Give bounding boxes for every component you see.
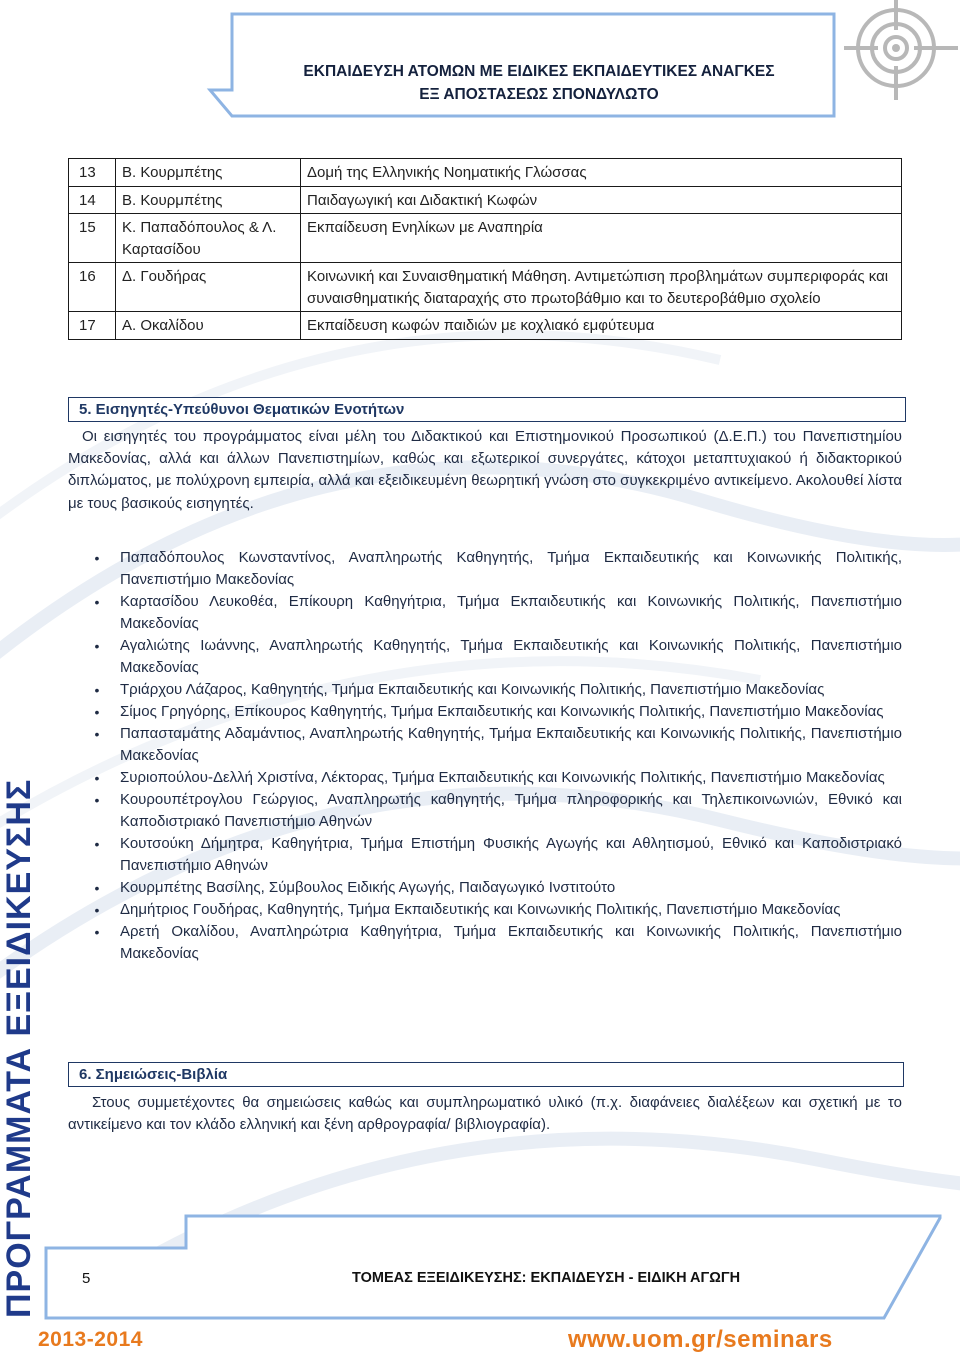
list-item [92, 723, 902, 767]
bullet-icon: • [94, 880, 100, 896]
footer-url[interactable]: www.uom.gr/seminars [568, 1326, 833, 1353]
course-number: 16 [69, 263, 116, 312]
lecturer-entry: Παπαδόπουλος Κωνσταντίνος, Αναπληρωτής Καθηγητής, Τμήμα Εκπαιδευτικής και Κοινωνικής Πολιτικής, Πανεπιστήμιο Μακεδονίας [120, 549, 902, 588]
section-5-paragraph: Οι εισηγητές του προγράμματος είναι μέλη του Διδακτικού και Επιστημονικού Προσωπικού (Δ.Ε.Π.) του Πανεπιστημίου Μακεδονίας, αλλά και άλλων Πανεπιστημίων, καθώς και εξωτερικοί συνεργάτες, κάτοχοι μεταπτυχιακού ή διδακτορικού διπλώματος, με πολύχρονη εμπειρία, αλλά και εξειδικευμένη θεωρητική γνώση στο συγκεκριμένο αντικείμενο. Ακολουθεί λίστα με τους βασικούς εισηγητές. [68, 428, 902, 512]
list-item [92, 833, 902, 877]
bullet-icon: • [94, 726, 100, 742]
table-row [69, 214, 902, 263]
course-title: Εκπαίδευση Ενηλίκων με Αναπηρία [301, 214, 902, 263]
lecturer-entry: Παπασταμάτης Αδαμάντιος, Αναπληρωτής Καθηγητής, Τμήμα Εκπαιδευτικής και Κοινωνικής Πολιτικής, Πανεπιστήμιο Μακεδονίας [120, 725, 902, 764]
list-item [92, 591, 902, 635]
course-number: 14 [69, 186, 116, 214]
course-instructor: Α. Οκαλίδου [116, 312, 301, 340]
lecturer-entry: Καρτασίδου Λευκοθέα, Επίκουρη Καθηγήτρια, Τμήμα Εκπαιδευτικής και Κοινωνικής Πολιτικής, Πανεπιστήμιο Μακεδονίας [120, 593, 902, 632]
lecturer-entry: Κουρμπέτης Βασίλης, Σύμβουλος Ειδικής Αγωγής, Παιδαγωγικό Ινστιτούτο [120, 879, 616, 896]
list-item [92, 899, 902, 921]
list-item [92, 877, 902, 899]
list-item [92, 547, 902, 591]
bullet-icon: • [94, 924, 100, 940]
course-number: 15 [69, 214, 116, 263]
bullet-icon: • [94, 682, 100, 698]
bullet-icon: • [94, 594, 100, 610]
course-title: Δομή της Ελληνικής Νοηματικής Γλώσσας [301, 159, 902, 187]
list-item [92, 767, 902, 789]
lecturer-entry: Δημήτριος Γουδήρας, Καθηγητής, Τμήμα Εκπαιδευτικής και Κοινωνικής Πολιτικής, Πανεπιστήμιο Μακεδονίας [120, 901, 841, 918]
table-row [69, 159, 902, 187]
courses-table [68, 158, 902, 340]
lecturer-entry: Αρετή Οκαλίδου, Αναπληρώτρια Καθηγήτρια, Τμήμα Εκπαιδευτικής και Κοινωνικής Πολιτικής, Πανεπιστήμιο Μακεδονίας [120, 923, 902, 962]
target-logo-icon [840, 0, 960, 130]
table-row [69, 186, 902, 214]
section-6-paragraph: Στους συμμετέχοντες θα σημειώσεις καθώς και συμπληρωματικό υλικό (π.χ. διαφάνειες διαλέξεων και σχετική με το αντικείμενο και τον κλάδο ελληνική και ξένη αρθρογραφία/ βιβλιογραφία). [68, 1094, 902, 1134]
bullet-icon: • [94, 836, 100, 852]
course-number: 13 [69, 159, 116, 187]
section-5-heading: 5. Εισηγητές-Υπεύθυνοι Θεματικών Ενοτήτων [68, 397, 906, 422]
footer-sector: ΤΟΜΕΑΣ ΕΞΕΙΔΙΚΕΥΣΗΣ: ΕΚΠΑΙΔΕΥΣΗ - ΕΙΔΙΚΗ ΑΓΩΓΗ [352, 1270, 741, 1286]
lecturers-list [92, 547, 902, 965]
list-item [92, 679, 902, 701]
lecturer-entry: Κουρουπέτρογλου Γεώργιος, Αναπληρωτής καθηγητής, Τμήμα πληροφορικής και Τηλεπικοινωνιών, Εθνικό και Καποδιστριακό Πανεπιστήμιο Αθηνών [120, 791, 902, 830]
lecturer-entry: Κουτσούκη Δήμητρα, Καθηγήτρια, Τμήμα Επιστήμη Φυσικής Αγωγής και Αθλητισμού, Εθνικό και Καποδιστριακό Πανεπιστήμιο Αθηνών [120, 835, 902, 874]
page-number: 5 [82, 1270, 91, 1287]
lecturer-entry: Τριάρχου Λάζαρος, Καθηγητής, Τμήμα Εκπαιδευτικής και Κοινωνικής Πολιτικής, Πανεπιστήμιο Μακεδονίας [120, 681, 825, 698]
course-instructor: Δ. Γουδήρας [116, 263, 301, 312]
lecturer-entry: Σίμος Γρηγόρης, Επίκουρος Καθηγητής, Τμήμα Εκπαιδευτικής και Κοινωνικής Πολιτικής, Πανεπιστήμιο Μακεδονίας [120, 703, 884, 720]
header-line-2: ΕΞ ΑΠΟΣΤΑΣΕΩΣ ΣΠΟΝΔΥΛΩΤΟ [419, 86, 659, 103]
list-item [92, 921, 902, 965]
vertical-banner: ΠΡΟΓΡΑΜΜΑΤΑ ΕΞΕΙΔΙΚΕΥΣΗΣ [0, 778, 38, 1318]
document-header [229, 60, 849, 106]
lecturer-entry: Αγαλιώτης Ιωάννης, Αναπληρωτής Καθηγητής, Τμήμα Εκπαιδευτικής και Κοινωνικής Πολιτικής, Πανεπιστήμιο Μακεδονίας [120, 637, 902, 676]
section-6-heading: 6. Σημειώσεις-Βιβλία [68, 1062, 904, 1087]
bullet-icon: • [94, 792, 100, 808]
course-title: Κοινωνική και Συναισθηματική Μάθηση. Αντιμετώπιση προβλημάτων συμπεριφοράς και συναισθηματικής διαταραχής στο πρωτοβάθμιο και το δευτεροβάθμιο σχολείο [301, 263, 902, 312]
header-line-1: ΕΚΠΑΙΔΕΥΣΗ ΑΤΟΜΩΝ ΜΕ ΕΙΔΙΚΕΣ ΕΚΠΑΙΔΕΥΤΙΚΕΣ ΑΝΑΓΚΕΣ [303, 63, 775, 80]
bullet-icon: • [94, 550, 100, 566]
table-row [69, 263, 902, 312]
list-item [92, 789, 902, 833]
course-number: 17 [69, 312, 116, 340]
course-title: Εκπαίδευση κωφών παιδιών με κοχλιακό εμφύτευμα [301, 312, 902, 340]
course-instructor: Β. Κουρμπέτης [116, 186, 301, 214]
bullet-icon: • [94, 902, 100, 918]
lecturer-entry: Συριοπούλου-Δελλή Χριστίνα, Λέκτορας, Τμήμα Εκπαιδευτικής και Κοινωνικής Πολιτικής, Πανεπιστήμιο Μακεδονίας [120, 769, 885, 786]
bullet-icon: • [94, 638, 100, 654]
table-row [69, 312, 902, 340]
bullet-icon: • [94, 770, 100, 786]
course-instructor: Β. Κουρμπέτης [116, 159, 301, 187]
course-title: Παιδαγωγική και Διδακτική Κωφών [301, 186, 902, 214]
bullet-icon: • [94, 704, 100, 720]
footer-year: 2013-2014 [38, 1328, 143, 1351]
course-instructor: Κ. Παπαδόπουλος & Λ. Καρτασίδου [116, 214, 301, 263]
list-item [92, 701, 902, 723]
list-item [92, 635, 902, 679]
